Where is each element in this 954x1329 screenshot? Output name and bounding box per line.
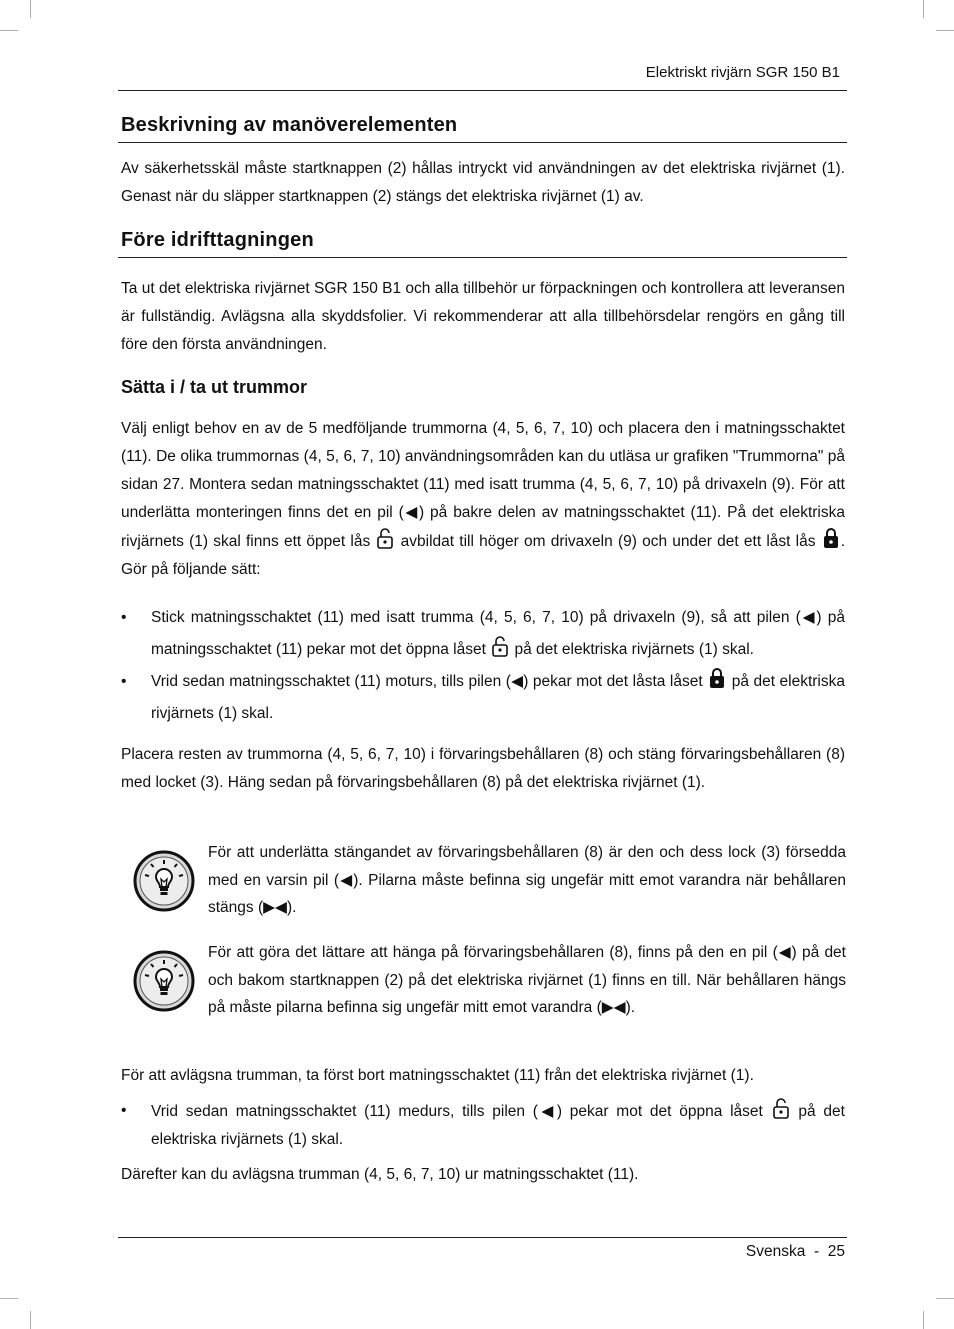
closed-lock-icon <box>709 667 725 689</box>
bullet-3-part-b: på det elektriska rivjärnets (1) skal. <box>151 1103 845 1148</box>
crop-mark <box>30 0 31 18</box>
heading-rule <box>118 257 847 258</box>
crop-mark <box>0 30 18 31</box>
list-item <box>121 1097 845 1154</box>
drums-paragraph-1-part-a: Välj enligt behov en av de 5 medföljande trummorna (4, 5, 6, 7, 10) och placera den i matningsschaktet (11). De olika trummornas (4, 5, 6, 7, 10) användningsområden kan du utläsa ur grafiken "Trummorna" på sidan 27. Montera sedan matningsschaktet (11) med isatt trumma (4, 5, 6, 7, 10) på drivaxeln (9). För att underlätta monteringen finns det en pil (◀) på bakre delen av matningsschaktet (11). På det elektriska rivjärnets (1) skal finns ett öppet lås <box>121 420 845 550</box>
page-header-title: Elektriskt rivjärn SGR 150 B1 <box>645 64 840 81</box>
tip-text-1: För att underlätta stängandet av förvaringsbehållaren (8) är den och dess lock (3) försedda med en varsin pil (◀). Pilarna måste befinna sig ungefär mitt emot varandra när behållaren stängs (▶◀). <box>208 844 846 916</box>
crop-mark <box>936 1298 954 1299</box>
crop-mark <box>0 1298 18 1299</box>
bullet-3-part-a: Vrid sedan matningsschaktet (11) medurs, tills pilen (◀) pekar mot det öppna låset <box>151 1103 763 1120</box>
crop-mark <box>30 1311 31 1329</box>
open-lock-icon <box>492 635 508 657</box>
header-rule <box>118 90 847 91</box>
drums-paragraph-1-part-c: . Gör på följande sätt: <box>121 533 846 578</box>
bullet-dot: • <box>121 673 127 690</box>
bullet-1-part-a: Stick matningsschaktet (11) med isatt trumma (4, 5, 6, 7, 10) på drivaxeln (9), så att pilen (◀) på matningsschaktet (11) pekar mot det öppna låset <box>151 609 845 658</box>
drums-paragraph-4: Därefter kan du avlägsna trumman (4, 5, 6, 7, 10) ur matningsschaktet (11). <box>121 1166 639 1183</box>
before-use-paragraph: Ta ut det elektriska rivjärnet SGR 150 B1 och alla tillbehör ur förpackningen och kontrollera att leveransen är fullständig. Avlägsna alla skyddsfolier. Vi rekommenderar att alla tillbehörsdelar rengörs en gång till före den första användningen. <box>121 280 845 353</box>
list-item <box>121 666 845 730</box>
drums-paragraph-2: Placera resten av trummorna (4, 5, 6, 7, 10) i förvaringsbehållaren (8) och stäng förvaringsbehållaren (8) med locket (3). Häng sedan på förvaringsbehållaren (8) på det elektriska rivjärnet (1). <box>121 746 845 791</box>
crop-mark <box>923 0 924 18</box>
crop-mark <box>923 1311 924 1329</box>
drums-paragraph-1 <box>121 415 845 584</box>
drums-paragraph-3: För att avlägsna trumman, ta först bort matningsschaktet (11) från det elektriska rivjärnet (1). <box>121 1067 754 1084</box>
list-item <box>121 602 845 666</box>
section-heading-before-use: Före idrifttagningen <box>121 229 314 251</box>
open-lock-icon <box>377 527 393 549</box>
bullet-dot: • <box>121 609 127 626</box>
crop-mark <box>936 30 954 31</box>
page-footer-number: Svenska - 25 <box>745 1243 845 1260</box>
bullet-2-part-a: Vrid sedan matningsschaktet (11) moturs, tills pilen (◀) pekar mot det låsta låset <box>151 673 703 690</box>
tip-text-2: För att göra det lättare att hänga på förvaringsbehållaren (8), finns på den en pil (◀) på det och bakom startknappen (2) på det elektriska rivjärnet (1) finns en till. När behållaren hängs på måste pilarna befinna sig ungefär mitt emot varandra (▶◀). <box>208 944 846 1016</box>
section-heading-drums: Sätta i / ta ut trummor <box>121 377 308 397</box>
lightbulb-tip-icon <box>133 850 195 912</box>
section-heading-controls: Beskrivning av manöverelementen <box>121 114 458 136</box>
footer-rule <box>118 1237 847 1238</box>
bullet-2-part-b: på det elektriska rivjärnets (1) skal. <box>151 673 846 722</box>
lightbulb-tip-icon <box>133 950 195 1012</box>
open-lock-icon <box>773 1097 789 1119</box>
drums-paragraph-1-part-b: avbildat till höger om drivaxeln (9) och under det ett låst lås <box>400 533 816 550</box>
bullet-1-part-b: på det elektriska rivjärnets (1) skal. <box>514 641 754 658</box>
closed-lock-icon <box>823 527 839 549</box>
bullet-dot: • <box>121 1102 127 1119</box>
heading-rule <box>118 142 847 143</box>
controls-paragraph: Av säkerhetsskäl måste startknappen (2) hållas intryckt vid användningen av det elektriska rivjärnet (1). Genast när du släpper startknappen (2) stängs det elektriska rivjärnet (1) av. <box>121 160 845 205</box>
